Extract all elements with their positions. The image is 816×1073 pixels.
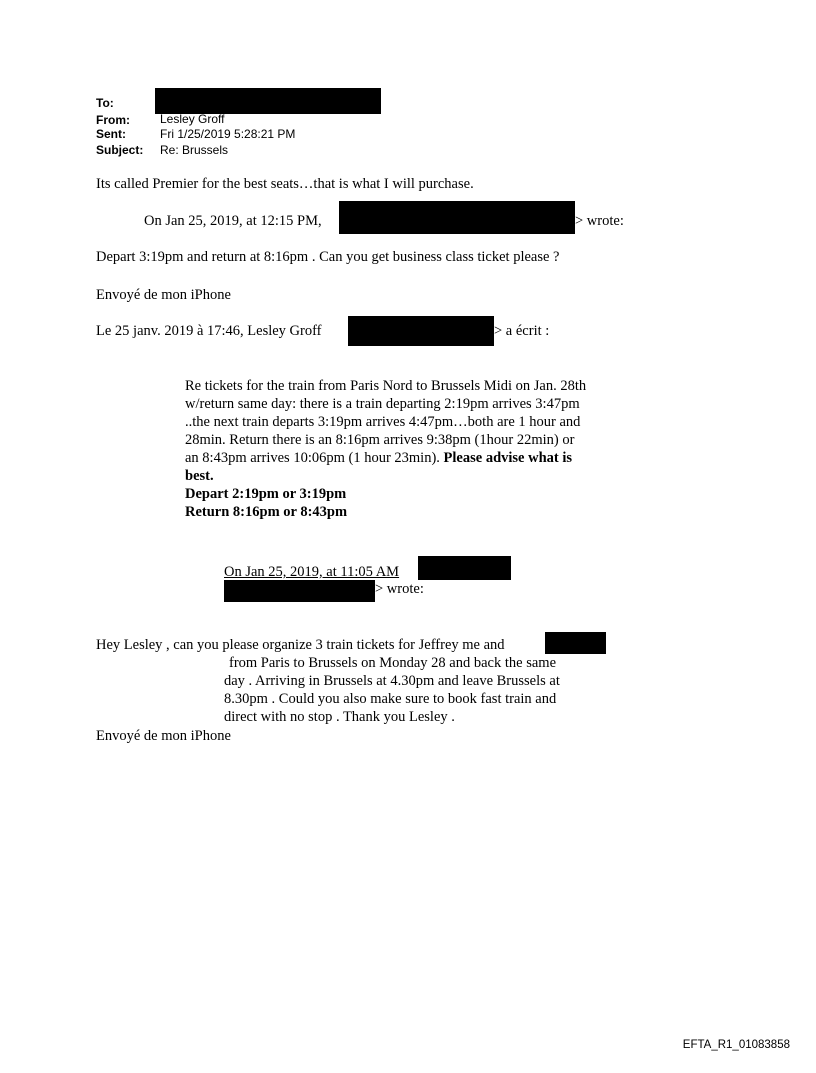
quote-header-1-prefix: On Jan 25, 2019, at 12:15 PM, [144, 213, 322, 229]
quote-header-2-suffix: > a écrit : [494, 323, 550, 339]
from-value: Lesley Groff [160, 112, 225, 126]
quote-header-1 [144, 212, 322, 230]
train-options-paragraph [185, 377, 586, 521]
subject-value: Re: Brussels [160, 143, 229, 157]
quote-header-3-suffix: > wrote: [375, 581, 424, 597]
quote-header-3: On Jan 25, 2019, at 11:05 AM [224, 564, 400, 580]
paragraph-line: w/return same day: there is a train departing 2:19pm arrives 3:47pm [185, 396, 580, 412]
redaction-to [155, 88, 381, 114]
paragraph-line: 28min. Return there is an 8:16pm arrives 9:38pm (1hour 22min) or [185, 432, 575, 448]
document-id: EFTA_R1_01083858 [682, 1039, 790, 1051]
signature-2: Envoyé de mon iPhone [96, 728, 231, 744]
redaction-sender-1 [339, 201, 575, 234]
quote-header-2: Le 25 janv. 2019 à 17:46, Lesley Groff [96, 323, 322, 339]
sent-label: Sent: [96, 127, 126, 141]
signature-1: Envoyé de mon iPhone [96, 287, 231, 303]
paragraph-line: Re tickets for the train from Paris Nord to Brussels Midi on Jan. 28th [185, 378, 587, 394]
redaction-sender-3b [224, 580, 375, 602]
redaction-email-2 [348, 316, 494, 346]
to-label: To: [96, 96, 114, 110]
from-label: From: [96, 113, 130, 127]
sent-value: Fri 1/25/2019 5:28:21 PM [160, 127, 296, 141]
redaction-name [545, 632, 606, 654]
hey-lesley-line: Hey Lesley , can you please organize 3 train tickets for Jeffrey me and [96, 637, 505, 653]
redaction-sender-3a [418, 556, 511, 580]
hey-lesley-continuation [224, 654, 560, 726]
bold-line: best. [185, 468, 214, 484]
paragraph-text: an 8:43pm arrives 10:06pm (1 hour 23min). [185, 450, 440, 466]
reply-line: Its called Premier for the best seats…that is what I will purchase. [96, 176, 474, 192]
paragraph-line-last [185, 449, 586, 467]
continuation-line: from Paris to Brussels on Monday 28 and back the same [229, 655, 557, 671]
subject-label: Subject: [96, 143, 144, 157]
message-depart: Depart 3:19pm and return at 8:16pm . Can you get business class ticket please ? [96, 249, 560, 265]
quote-header-1-suffix: > wrote: [575, 213, 624, 229]
bold-line: Return 8:16pm or 8:43pm [185, 504, 348, 520]
advise-bold: Please advise what is [443, 450, 573, 466]
paragraph-line: ..the next train departs 3:19pm arrives 4:47pm…both are 1 hour and [185, 414, 581, 430]
continuation-line: day . Arriving in Brussels at 4.30pm and leave Brussels at [224, 673, 560, 689]
bold-line: Depart 2:19pm or 3:19pm [185, 486, 347, 502]
continuation-line: 8.30pm . Could you also make sure to book fast train and [224, 691, 557, 707]
continuation-line: direct with no stop . Thank you Lesley . [224, 709, 455, 725]
